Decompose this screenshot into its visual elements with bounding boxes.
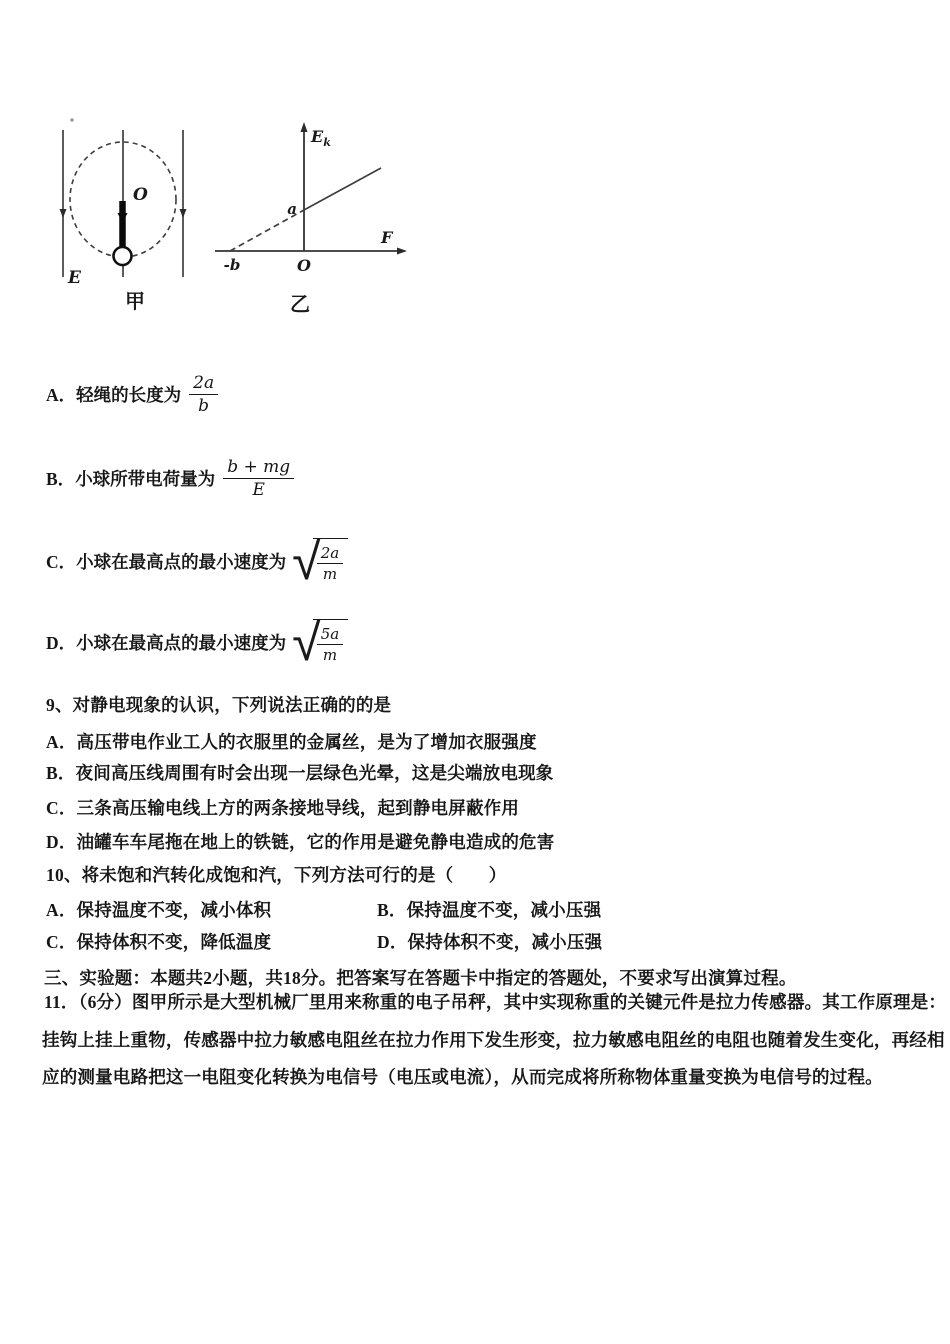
q9-option-a [46,730,537,754]
rod-arrow-icon [118,213,128,223]
figure-jia-pendulum-in-field [40,105,215,320]
q9-option-b [46,761,553,785]
field-arrow-left-icon [60,209,67,218]
option-text: 小球在最高点的最小速度为 [76,551,287,572]
option-text: 轻绳的长度为 [76,385,182,406]
option-label: A． [46,732,77,752]
sqrt-formula [292,532,348,592]
q8-option-d [46,613,348,673]
option-text: 三条高压输电线上方的两条接地导线，起到静电屏蔽作用 [76,798,520,818]
question-9-stem: 9、对静电现象的认识，下列说法正确的的是 [46,695,392,715]
option-label: B． [377,900,407,920]
fraction-numerator: b + mg [223,457,294,479]
section-3-heading: 三、实验题：本题共2小题，共18分。把答案写在答题卡中指定的答题处，不要求写出演算过程。 [44,968,797,988]
fraction-denominator: b [198,396,210,417]
field-label: E [68,268,81,288]
option-label: D． [46,832,77,852]
fraction [223,457,294,501]
question-10-stem: 10、将未饱和汽转化成饱和汽，下列方法可行的是（ ） [46,865,507,885]
option-label: A． [46,385,77,406]
figure-jia-caption: 甲 [125,289,145,313]
fraction-numerator: 5a [317,625,344,645]
fraction-denominator: m [322,646,338,664]
option-label: D． [46,632,77,653]
option-label: A． [46,900,77,920]
sqrt-formula [292,613,348,673]
pivot-label: O [133,185,148,205]
q8-option-a [46,373,218,417]
option-text: 小球在最高点的最小速度为 [76,632,287,653]
option-label: D． [377,932,408,952]
option-text: 保持温度不变，减小压强 [406,900,602,920]
option-text: 油罐车车尾拖在地上的铁链，它的作用是避免静电造成的危害 [76,832,555,852]
q8-option-b [46,457,294,501]
fraction-denominator: E [252,480,265,501]
q9-option-d [46,830,554,854]
question-11-line-3: 应的测量电路把这一电阻变化转换为电信号（电压或电流），从而完成将所称物体重量变换为电信号的过程。 [42,1067,883,1087]
figure-yi-caption: 乙 [290,292,310,315]
radical-sign-icon: √ [292,532,321,592]
q10-option-a [46,898,271,922]
option-text: 保持体积不变，减小压强 [407,932,603,952]
q10-option-d [377,930,602,954]
option-label: C． [46,932,77,952]
radical-sign-icon: √ [292,613,321,673]
fraction [189,373,218,417]
option-text: 夜间高压线周围有时会出现一层绿色光晕，这是尖端放电现象 [75,763,554,783]
q8-option-c [46,532,348,592]
option-label: C． [46,798,77,818]
option-text: 小球所带电荷量为 [75,469,216,490]
graph-line-solid [304,168,381,210]
figure-yi-graph [215,115,415,315]
question-11-line-2: 挂钩上挂上重物，传感器中拉力敏感电阻丝在拉力作用下发生形变，拉力敏感电阻丝的电阻也随着发生变化，再经相 [42,1030,945,1050]
q9-option-c [46,796,519,820]
stray-dot [70,118,73,121]
q10-option-c [46,930,271,954]
y-intercept-label: a [287,200,297,218]
y-axis-arrow-icon [301,122,308,132]
fraction-numerator: 2a [189,373,218,395]
x-axis-label: F [381,228,393,247]
x-intercept-label: -b [223,256,241,274]
y-axis-label: $E_k$ [311,127,331,149]
option-label: C． [46,551,77,572]
option-label: B． [46,469,76,490]
fraction-denominator: m [322,565,338,583]
origin-label: O [297,256,311,275]
option-text: 保持温度不变，减小体积 [76,900,272,920]
fraction-numerator: 2a [317,544,344,564]
option-text: 高压带电作业工人的衣服里的金属丝，是为了增加衣服强度 [76,732,537,752]
x-axis-arrow-icon [397,248,407,255]
field-arrow-right-icon [180,209,187,218]
option-label: B． [46,763,76,783]
q10-option-b [377,898,601,922]
ball [114,247,132,265]
question-11-line-1: 11．（6分）图甲所示是大型机械厂里用来称重的电子吊秤，其中实现称重的关键元件是拉力传感器。其工作原理是： [44,992,947,1012]
option-text: 保持体积不变，降低温度 [76,932,272,952]
